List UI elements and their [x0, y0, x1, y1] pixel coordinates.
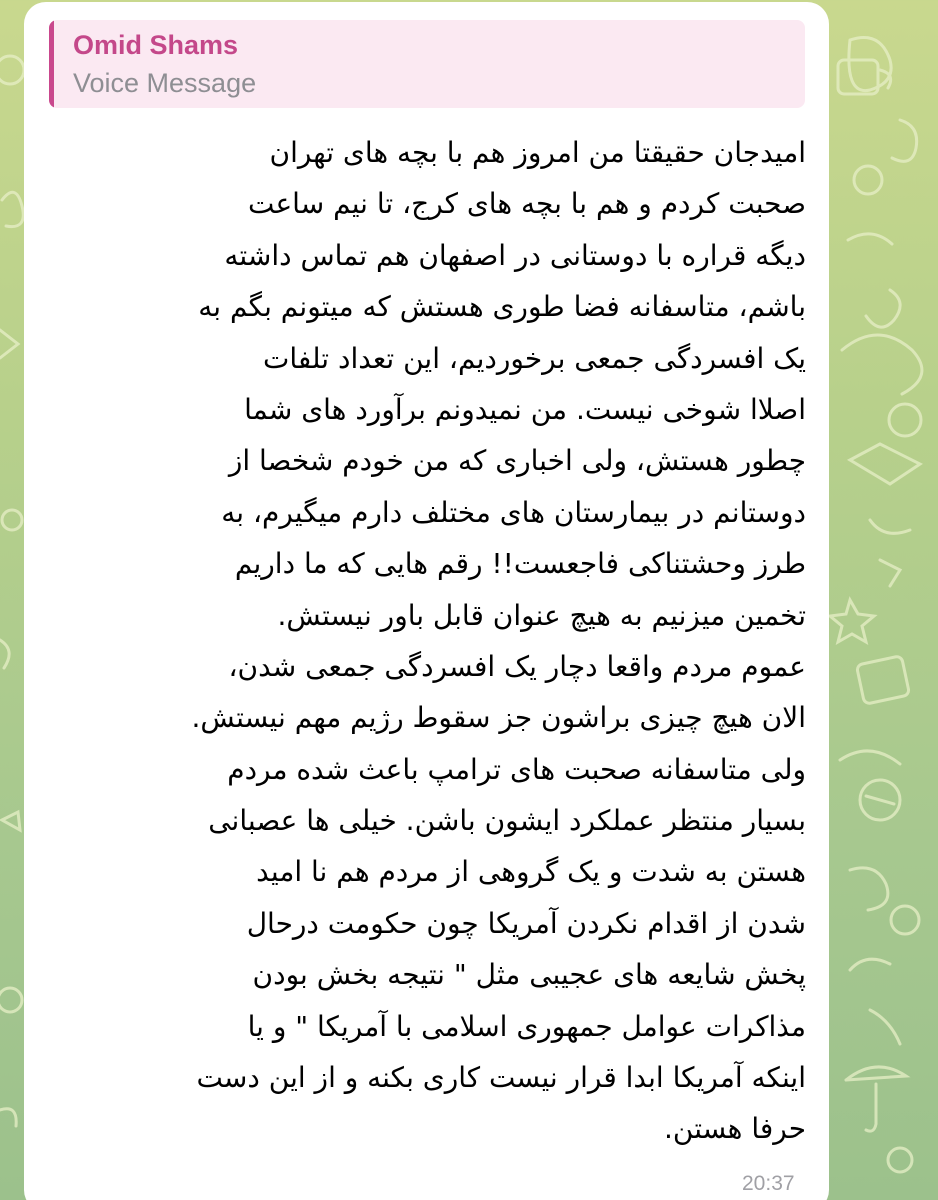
message-line: طرز وحشتناکی فاجعست!! رقم هایی که ما داریم	[234, 547, 806, 581]
message-line: اصلاا شوخی نیست. من نمیدونم برآورد های شما	[244, 392, 806, 426]
message-line: باشم، متاسفانه فضا طوری هستش که میتونم بگم به	[198, 290, 806, 324]
message-line: یک افسردگی جمعی برخوردیم، این تعداد تلفات	[262, 341, 806, 375]
reply-preview[interactable]	[49, 20, 805, 108]
message-timestamp: 20:37	[742, 1172, 795, 1195]
reply-message-type: Voice Message	[73, 68, 257, 98]
message-line: شدن از اقدام نکردن آمریکا چون حکومت درحال	[246, 906, 806, 940]
message-line: مذاکرات عوامل جمهوری اسلامی با آمریکا " و یا	[247, 1009, 806, 1043]
message-line: تخمین میزنیم به هیچ عنوان قابل باور نیستش.	[277, 598, 806, 632]
message-line: دیگه قراره با دوستانی در اصفهان هم تماس داشته	[224, 238, 806, 272]
message-line: بسیار منتظر عملکرد ایشون باشن. خیلی ها عصبانی	[208, 804, 806, 838]
message-line: حرفا هستن.	[664, 1112, 806, 1146]
message-line: دوستانم در بیمارستان های مختلف دارم میگیرم، به	[221, 495, 806, 529]
reply-sender-name: Omid Shams	[73, 30, 239, 60]
message-line: اینکه آمریکا ابدا قرار نیست کاری بکنه و از این دست	[196, 1061, 806, 1095]
message-line: الان هیچ چیزی براشون جز سقوط رژیم مهم نیستش.	[191, 701, 806, 735]
message-line: ولی متاسفانه صحبت های ترامپ باعث شده مردم	[227, 752, 806, 786]
message-line: عموم مردم واقعا دچار یک افسردگی جمعی شدن،	[228, 649, 806, 683]
message-line: امیدجان حقیقتا من امروز هم با بچه های تهران	[269, 136, 806, 169]
reply-accent-bar	[49, 20, 54, 108]
message-line: هستن به شدت و یک گروهی از مردم هم نا امید	[256, 855, 806, 889]
message-line: پخش شایعه های عجیبی مثل " نتیجه بخش بودن	[252, 958, 806, 992]
message-line: چطور هستش، ولی اخباری که من خودم شخصا از	[228, 444, 806, 478]
message-bubble[interactable]	[24, 2, 829, 1200]
message-text	[66, 127, 806, 1155]
message-line: صحبت کردم و هم با بچه های کرج، تا نیم ساعت	[247, 187, 806, 221]
